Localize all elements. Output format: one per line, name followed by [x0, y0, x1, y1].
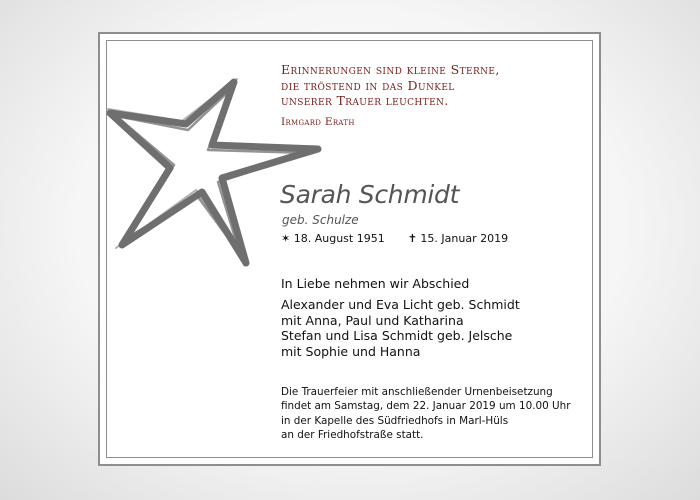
deceased-name: Sarah Schmidt — [280, 180, 460, 209]
birth-date: 18. August 1951 — [293, 232, 385, 245]
family-list — [281, 297, 520, 359]
family-line: Stefan und Lisa Schmidt geb. Jelsche — [281, 328, 513, 344]
service-line: an der Friedhofstraße statt. — [281, 429, 424, 442]
memorial-quote — [281, 62, 581, 130]
birth-star-icon: ✶ — [281, 232, 291, 245]
quote-line: Erinnerungen sind kleine Sterne, — [281, 62, 500, 77]
funeral-service-info — [281, 385, 570, 443]
service-line: findet am Samstag, dem 22. Januar 2019 um 10.00 Uhr — [281, 400, 571, 413]
life-dates — [281, 232, 508, 245]
quote-line: die tröstend in das Dunkel — [281, 77, 455, 93]
death-date: 15. Januar 2019 — [420, 232, 509, 245]
farewell-heading: In Liebe nehmen wir Abschied — [281, 276, 470, 291]
service-line: in der Kapelle des Südfriedhofs in Marl-Hüls — [281, 414, 509, 427]
family-line: Alexander und Eva Licht geb. Schmidt — [281, 297, 520, 312]
death-cross-icon: ✝ — [407, 232, 417, 245]
quote-line: unserer Trauer leuchten. — [281, 93, 449, 108]
maiden-name: geb. Schulze — [282, 213, 359, 227]
family-line: mit Sophie und Hanna — [281, 343, 421, 359]
service-line: Die Trauerfeier mit anschließender Urnenbeisetzung — [281, 386, 553, 398]
quote-author: Irmgard Erath — [281, 115, 355, 128]
family-line: mit Anna, Paul und Katharina — [281, 312, 464, 328]
